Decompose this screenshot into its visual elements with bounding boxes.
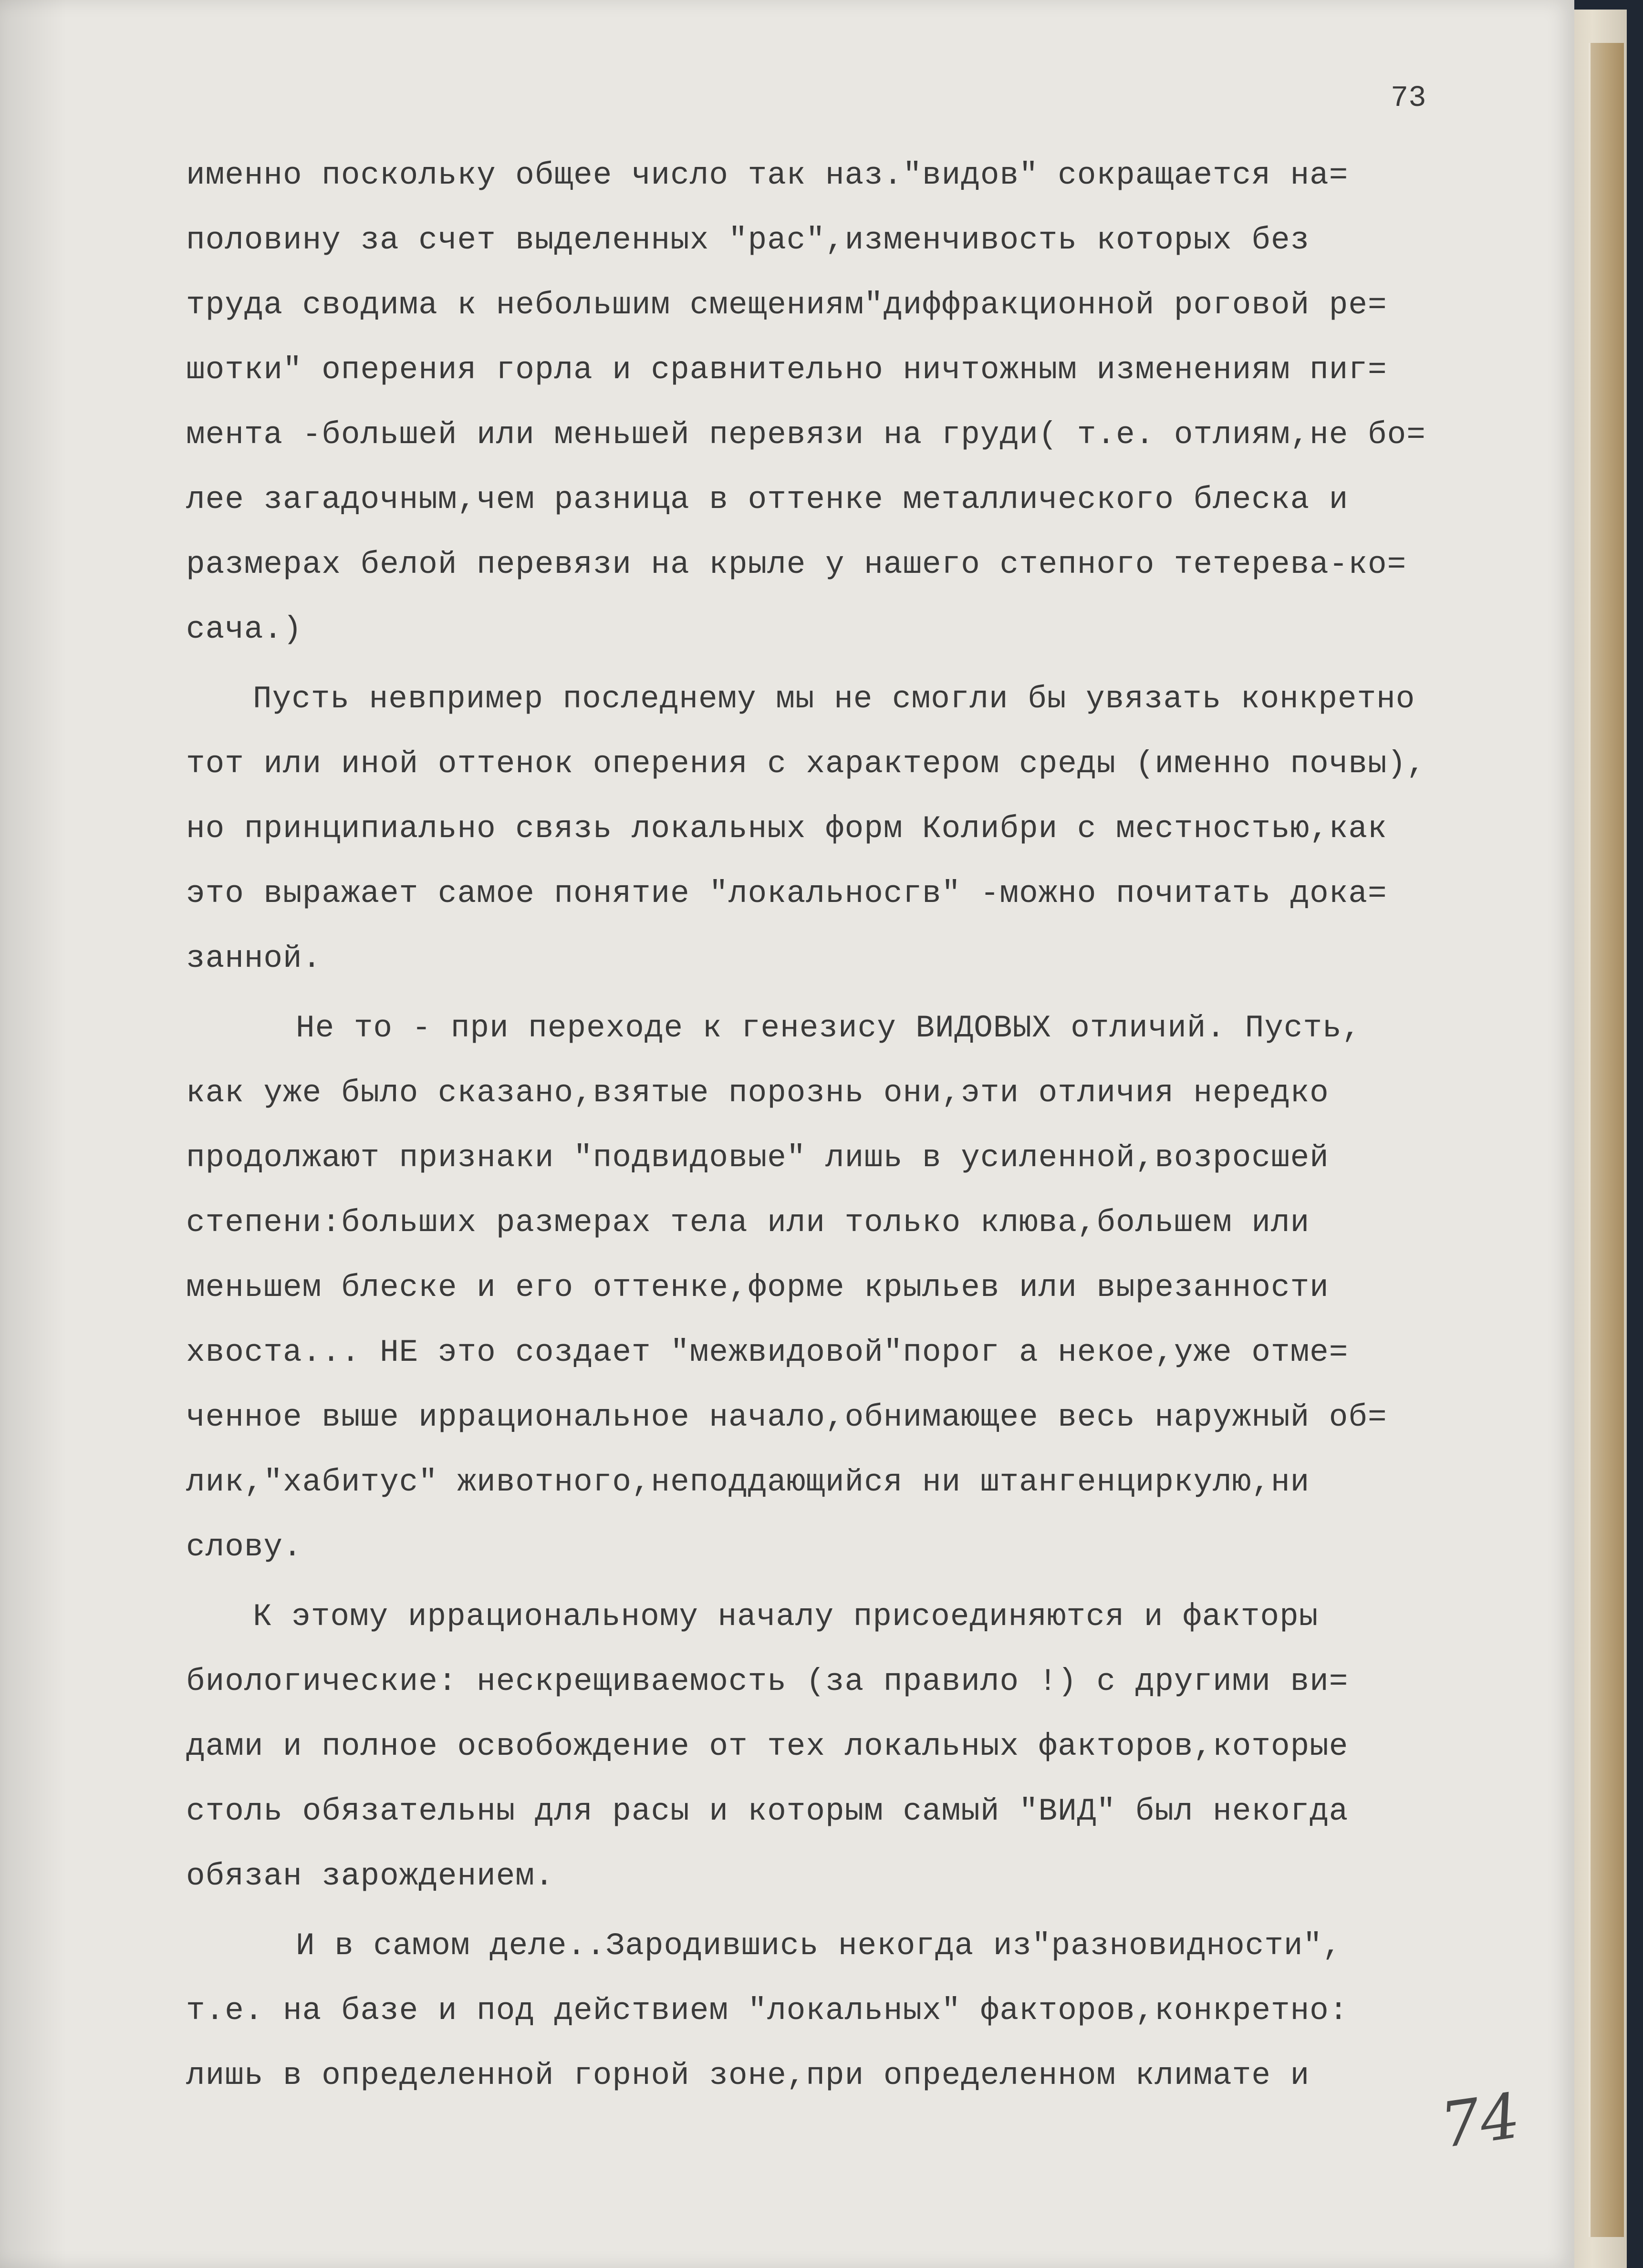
text-line: слову. [186,1529,302,1565]
page-body [186,143,1522,2108]
handwritten-page-number: 74 [1436,2079,1525,2162]
text-line: как уже было сказано,взятые порознь они,эти отличия нередко [186,1075,1329,1111]
text-line: хвоста... НЕ это создает "межвидовой"порог а некое,уже отме= [186,1335,1349,1370]
paragraph-gap [186,1909,1522,1914]
text-line: лик,"хабитус" животного,неподдающийся ни штангенциркулю,ни [186,1464,1310,1500]
text-line: биологические: нескрещиваемость (за правило !) с другими ви= [186,1664,1349,1699]
text-line: это выражает самое понятие "локальносгв" -можно почитать дока= [186,876,1387,911]
text-line: степени:больших размерах тела или только клюва,большем или [186,1205,1310,1241]
text-line: шотки" оперения горла и сравнительно ничтожным изменениям пиг= [186,352,1387,388]
text-line: сача.) [186,611,302,647]
page-number: 73 [1391,81,1426,115]
text-line: продолжают признаки "подвидовые" лишь в усиленной,возросшей [186,1140,1329,1176]
text-line: меньшем блеске и его оттенке,форме крыльев или вырезанности [186,1270,1329,1305]
text-line: занной. [186,941,322,976]
text-line: именно поскольку общее число так наз."видов" сокращается на= [186,157,1349,193]
text-line: половину за счет выделенных "рас",изменчивость которых без [186,222,1310,258]
text-line: столь обязательны для расы и которым самый "ВИД" был некогда [186,1793,1349,1829]
text-line: размерах белой перевязи на крыле у нашего степного тетерева-ко= [186,547,1407,582]
text-line: Пусть невпример последнему мы не смогли бы увязать конкретно [253,681,1415,717]
paragraph-gap [186,662,1522,667]
text-line: мента -большей или меньшей перевязи на груди( т.е. отлиям,не бо= [186,417,1426,453]
text-line: но принципиально связь локальных форм Колибри с местностью,как [186,811,1387,847]
text-line: обязан зарождением. [186,1858,554,1894]
folder-edge [1589,43,1624,2237]
text-line: труда сводима к небольшим смещениям"диффракционной роговой ре= [186,287,1387,323]
text-line: Не то - при переходе к генезису ВИДОВЫХ отличий. Пусть, [296,1010,1362,1046]
text-line: т.е. на базе и под действием "локальных" факторов,конкретно: [186,1993,1349,2029]
text-line: лее загадочным,чем разница в оттенке металлического блеска и [186,482,1349,518]
text-line: тот или иной оттенок оперения с характером среды (именно почвы), [186,746,1426,782]
paragraph-gap [186,991,1522,996]
text-line: лишь в определенной горной зоне,при определенном климате и [186,2058,1310,2093]
text-line: И в самом деле..Зародившись некогда из"разновидности", [296,1928,1342,1964]
text-line: ченное выше иррациональное начало,обнимающее весь наружный об= [186,1399,1387,1435]
paragraph-gap [186,1580,1522,1584]
text-line: дами и полное освобождение от тех локальных факторов,которые [186,1729,1349,1764]
text-line: К этому иррациональному началу присоединяются и факторы [253,1599,1319,1635]
